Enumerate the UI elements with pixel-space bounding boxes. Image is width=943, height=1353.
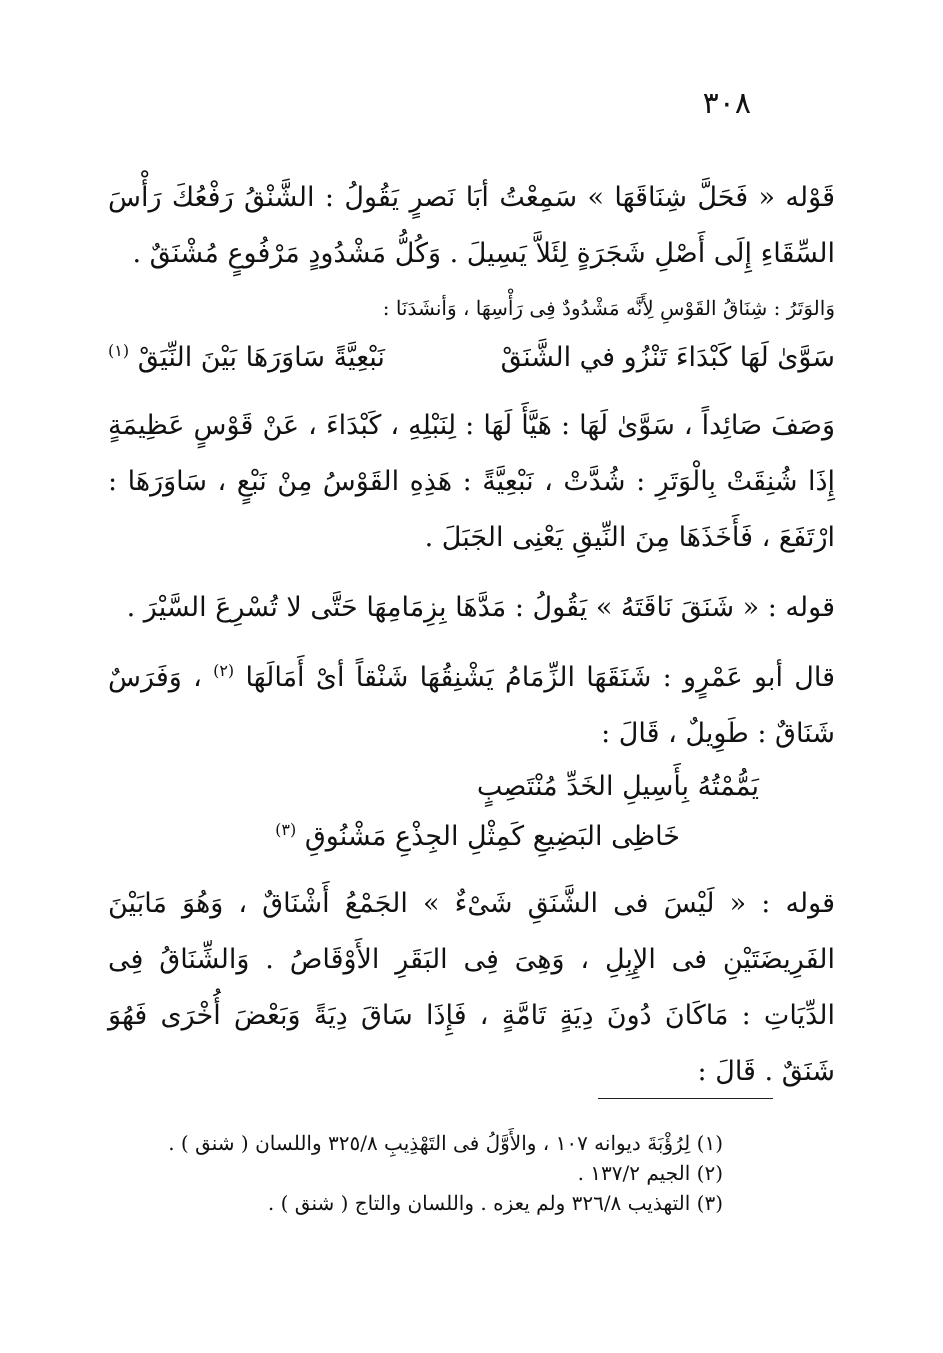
verse-1-right-hemistich: سَوَّىٰ لَهَا كَبْدَاءَ تَنْزُو في الشَّنَقْ: [500, 342, 835, 373]
paragraph-2-text: وَصَفَ صَائِداً ، سَوَّىٰ لَهَا : هَيَّأَ لَهَا : لِنَبْلِهِ ، كَبْدَاءَ ، عَنْ قَوْسٍ عَظِيمَةٍ إِذَا شُنِقَتْ بِالْوَتَرِ : شُدَّتْ ، نَبْعِيَّةً : هَذِهِ القَوْسُ مِنْ نَبْعٍ ، سَاوَرَهَا : ارْتَفَعَ ، فَأَخَذَهَا مِنَ النِّيقِ يَعْنِى الجَبَلَ .: [108, 410, 835, 553]
paragraph-2: [108, 398, 835, 566]
paragraph-4-text-b: ، وَفَرَسٌ شَنَاقٌ : طَوِيلٌ ، قَالَ :: [108, 662, 835, 749]
footnote-2: (٢) الجيم ١٣٧/٢ .: [577, 1161, 723, 1185]
footnotes: [168, 1128, 723, 1218]
footnote-divider: [598, 1098, 773, 1099]
paragraph-4: [108, 650, 835, 762]
paragraph-1-text: قَوْله « فَحَلَّ شِنَاقَهَا » سَمِعْتُ أبَا نَصرٍ يَقُولُ : الشَّنْقُ رَفْعُكَ رَأْسَ السِّقَاءِ إِلَى أَصْلِ شَجَرَةٍ لِئَلاَّ يَسِيلَ . وَكُلُّ مَشْدُودٍ مَرْفُوعٍ مُشْنَقٌ .: [108, 182, 835, 269]
paragraph-5-text: قوله : « لَيْسَ فى الشَّنَقِ شَىْءٌ » الجَمْعُ أَشْنَاقٌ ، وَهُوَ مَابَيْنَ الفَرِيضَتَيْنِ فى الإِبِلِ ، وَهِىَ فِى البَقَرِ الأَوْقَاصُ . وَالشِّنَاقُ فِى الدِّيَاتِ : مَاكَانَ دُونَ دِيَةٍ تَامَّةٍ ، فَإِذَا سَاقَ دِيَةً وَبَعْضَ أُخْرَى فَهُوَ شَنَقٌ . قَالَ :: [108, 888, 835, 1087]
footnote-ref-3: (٣): [275, 820, 297, 839]
paragraph-1: [108, 170, 835, 282]
verse-1: [108, 330, 835, 386]
verse-2-line-2: [108, 812, 835, 862]
paragraph-1-continuation: وَالوَتَرُ : شِنَاقُ القَوْسِ لِأَنَّه مَشْدُودٌ فِى رَأْسِهَا ، وَأنشَدَنَا :: [382, 296, 835, 320]
paragraph-3-text: قوله : « شَنَقَ نَاقَتَهُ » يَقُولُ : مَدَّهَا بِزِمَامِهَا حَتَّى لا تُسْرِعَ السَّيْرَ .: [126, 592, 835, 623]
verse-1-left-text: نَبْعِيَّةً سَاوَرَهَا بَيْنَ النِّيَقْ: [137, 342, 385, 373]
footnote-3: (٣) التهذيب ٣٢٦/٨ ولم يعزه . واللسان والتاج ( شنق ) .: [267, 1191, 723, 1215]
verse-1-left-hemistich: [108, 330, 385, 386]
paragraph-4-text-a: قال أبو عَمْرٍو : شَنَقَهَا الزِّمَامُ يَشْنِقُهَا شَنْقاً أىْ أَمَالَهَا: [245, 662, 835, 693]
main-text: [108, 170, 835, 1114]
verse-2-line-1: يَمُّمْتُهُ بِأَسِيلِ الخَدِّ مُنْتَصِبٍ: [476, 771, 759, 802]
footnote-1: (١) لِرُؤْبَةَ ديوانه ١٠٧ ، والأَوَّلُ فى التَهْذِيبِ ٣٢٥/٨ واللسان ( شنق ) .: [168, 1131, 723, 1155]
verse-2-line-2-text: خَاظِى البَضِيعِ كَمِثْلِ الجِذْعِ مَشْنُوقِ: [304, 821, 680, 852]
page-number: ٣٠٨: [702, 86, 751, 121]
paragraph-5: [108, 876, 835, 1100]
footnote-ref-2: (٢): [213, 661, 235, 680]
paragraph-3: [108, 580, 835, 636]
footnote-ref-1: (١): [108, 341, 130, 360]
